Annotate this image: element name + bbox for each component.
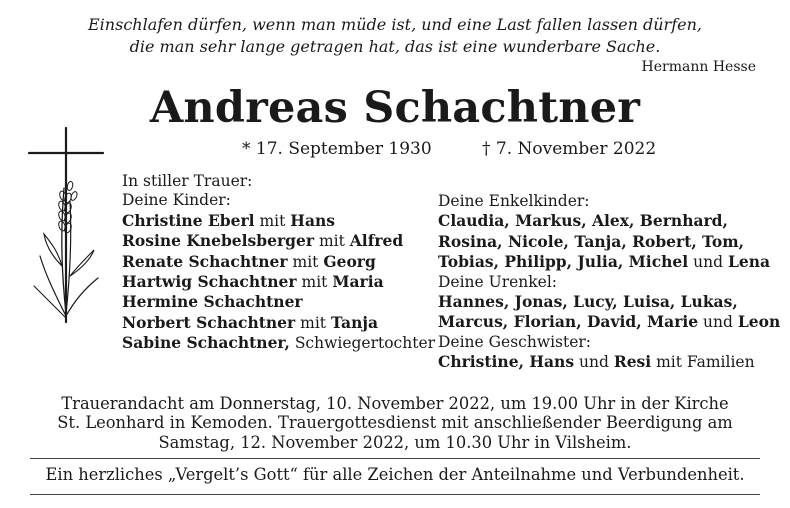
child-partner: Maria [332, 272, 384, 292]
grandchildren-line [438, 252, 780, 272]
children-label: Deine Kinder: [122, 191, 231, 210]
mourners-right-column [438, 192, 780, 373]
child-name: Norbert Schachtner [122, 312, 296, 332]
child-joiner: mit [292, 252, 319, 271]
child-name: Hartwig Schachtner [122, 272, 297, 292]
child-partner: Tanja [330, 312, 378, 332]
birth-date: * 17. September 1930 [242, 139, 432, 159]
great-grandchildren-names: Hannes, Jonas, Lucy, Luisa, Lukas, [438, 292, 738, 312]
child-partner: Hans [290, 210, 335, 230]
grandchildren-line [438, 232, 780, 252]
child-joiner: mit [301, 273, 328, 292]
great-grandchildren-line [438, 312, 780, 332]
service-line-2: St. Leonhard in Kemoden. Trauergottesdienst mit anschließender Beerdigung am [57, 413, 733, 433]
deceased-name: Andreas Schachtner [149, 83, 641, 133]
service-line-1: Trauerandacht am Donnerstag, 10. November 2022, um 19.00 Uhr in der Kirche [61, 394, 729, 413]
siblings-last: Resi [613, 352, 652, 372]
grandchildren-names: Rosina, Nicole, Tanja, Robert, Tom, [438, 231, 745, 251]
grandchildren-names: Tobias, Philipp, Julia, Michel [438, 252, 689, 272]
child-row [122, 333, 435, 353]
child-joiner: mit [318, 232, 345, 251]
cross-with-wheat-icon [26, 126, 106, 330]
child-row [122, 313, 435, 333]
child-partner: Alfred [349, 231, 404, 251]
child-row [122, 272, 435, 292]
quote [0, 14, 790, 58]
child-name: Hermine Schachtner [122, 292, 303, 312]
children-list [122, 211, 435, 354]
child-name: Rosine Knebelsberger [122, 231, 315, 251]
siblings-line [438, 352, 780, 372]
great-grandchildren-line [438, 292, 780, 312]
child-name: Sabine Schachtner, [122, 333, 290, 353]
child-joiner: mit [300, 313, 327, 332]
death-date: † 7. November 2022 [482, 139, 657, 159]
quote-line-2: die man sehr lange getragen hat, das ist eine wunderbare Sache. [129, 37, 661, 56]
mourners-left-column [122, 172, 435, 354]
grandchildren-label: Deine Enkelkinder: [438, 192, 590, 210]
siblings-names: Christine, Hans [438, 352, 575, 372]
child-note: Schwiegertochter [294, 334, 436, 353]
child-name: Christine Eberl [122, 210, 255, 230]
service-line-3: Samstag, 12. November 2022, um 10.30 Uhr in Vilsheim. [158, 432, 632, 452]
child-row [122, 252, 435, 272]
siblings-label: Deine Geschwister: [438, 332, 592, 351]
divider-top [30, 458, 760, 459]
service-info [0, 394, 790, 452]
child-row [122, 231, 435, 251]
child-row [122, 292, 435, 312]
siblings-suffix: mit Familien [656, 353, 755, 372]
quote-line-1: Einschlafen dürfen, wenn man müde ist, und eine Last fallen lassen dürfen, [88, 15, 702, 34]
great-grandchildren-last: Leon [737, 312, 781, 332]
child-joiner: mit [259, 211, 286, 230]
grandchildren-last: Lena [727, 252, 771, 272]
grandchildren-line [438, 211, 780, 231]
siblings-joiner: und [578, 353, 609, 372]
thanks-line: Ein herzliches „Vergelt’s Gott“ für alle Zeichen der Anteilnahme und Verbundenheit. [45, 465, 745, 484]
divider-bottom [30, 494, 760, 495]
child-name: Renate Schachtner [122, 251, 288, 271]
mourners-heading: In stiller Trauer: [122, 172, 253, 190]
quote-author: Hermann Hesse [641, 59, 756, 75]
great-grandchildren-names: Marcus, Florian, David, Marie [438, 312, 699, 332]
child-row [122, 211, 435, 231]
grandchildren-joiner: und [693, 253, 723, 272]
child-partner: Georg [323, 251, 376, 271]
great-grandchildren-label: Deine Urenkel: [438, 272, 558, 291]
grandchildren-names: Claudia, Markus, Alex, Bernhard, [438, 211, 728, 231]
great-grandchildren-joiner: und [703, 313, 733, 332]
